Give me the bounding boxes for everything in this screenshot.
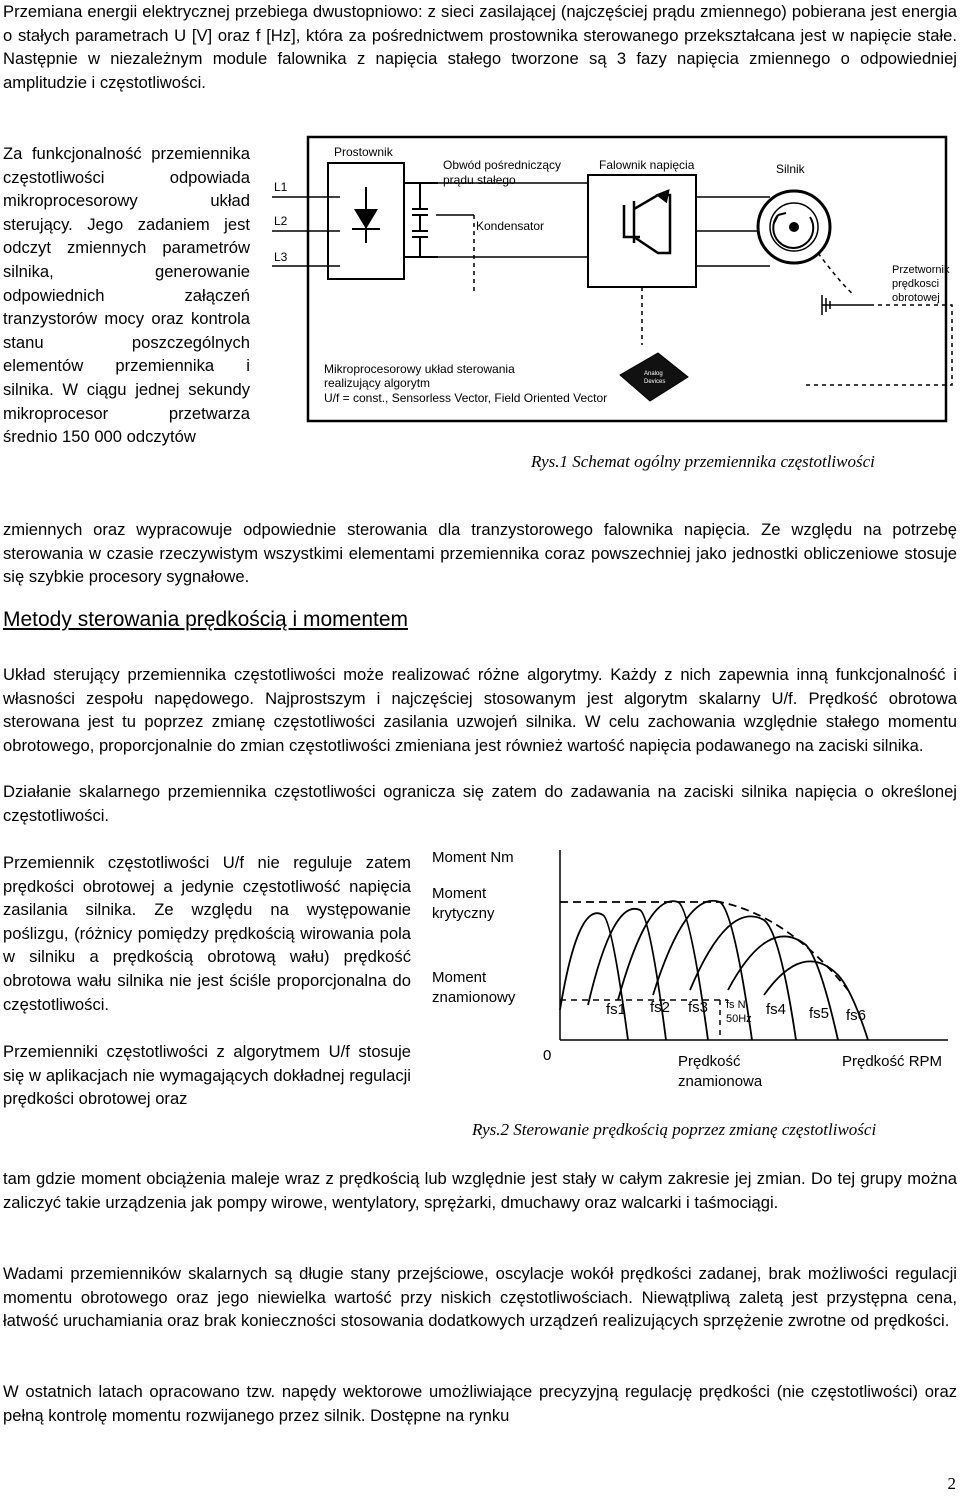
phase-l1-label: L1 [274,180,288,194]
processor-chip-icon [620,353,688,401]
fs4-label: fs4 [766,1001,787,1018]
nominal-speed-label-2: znamionowa [678,1073,763,1090]
x-axis-label: Prędkość RPM [842,1053,943,1070]
mcu-label-2: realizujący algorytm [324,376,431,390]
chip-brand-1: Analog [644,371,663,377]
scalar-drawbacks-paragraph: Wadami przemienników skalarnych są długie stany przejściowe, oscylacje wokół prędkości zadanej, brak możliwości regulacji momentu obrotowego oraz jego niewielka wartość przy niskich częstotliwościach. Niewątpliwą zaletą jest przystępna cena, łatwość uruchamiania oraz brak konieczności stosowania dodatkowych urządzeń realizujących sprzężenie zwrotne od prędkości. [3,1264,957,1331]
motor-label: Silnik [776,162,805,176]
uf-paragraph: Przemiennik częstotliwości U/f nie reguluje zatem prędkości obrotowej a jedynie częstotliwość napięcia zasilania silnika. Ze względu na występowanie poślizgu, (różnicy pomiędzy prędkością wirowania pola w silniku a prędkością obrotową wału) prędkość obrotowa wału silnika nie jest ściśle proporcjonalna do częstotliwości. [3,853,411,1014]
transistor-icon [624,191,670,253]
vector-drives-paragraph: W ostatnich latach opracowano tzw. napędy wektorowe umożliwiające precyzyjną regulację prędkości (nie częstotliwości) oraz pełną kontrolę momentu rozwijanego przez silnik. Dostępne na rynku [3,1382,957,1425]
capacitor-icon [404,183,438,257]
figure-2-caption: Rys.2 Sterowanie prędkością poprzez zmianę częstotliwości [472,1120,877,1139]
page-number: 2 [947,1474,956,1493]
scalar-paragraph: Działanie skalarnego przemiennika częstotliwości ogranicza się zatem do zadawania na zaciski silnika napięcia o określonej częstotliwości. [3,782,957,825]
y-axis-label: Moment Nm [432,849,514,866]
capacitor-label: Kondensator [476,219,545,233]
figure-1-caption: Rys.1 Schemat ogólny przemiennika częstotliwości [531,452,875,471]
fsn-label-1: fs N [726,999,746,1011]
encoder-label-2: prędkosci [892,278,940,290]
origin-label: 0 [543,1047,552,1064]
encoder-label-3: obrotowej [892,292,940,304]
critical-torque-label-1: Moment [432,885,487,902]
inverter-block [588,175,696,287]
fsn-label-2: 50Hz [726,1013,752,1025]
microprocessor-paragraph-continued: zmiennych oraz wypracowuje odpowiednie sterowania dla tranzystorowego falownika napięcia. Ze względu na potrzebę sterowania w czasie rzeczywistym wszystkimi elementami przemiennika coraz powszechniej jako jednostki obliczeniowe stosuje się szybkie procesory sygnałowe. [3,520,957,587]
algorithms-paragraph: Układ sterujący przemiennika częstotliwości może realizować różne algorytmy. Każdy z nich zapewnia inną funkcjonalność i własności zespołu napędowego. Najprostszym i najczęściej stosowanym jest algorytm skalarny U/f. Prędkość obrotowa sterowana jest tu poprzez zmianę częstotliwości zasilania uzwojeń silnika. W celu zachowania względnie stałego momentu obrotowego, proporcjonalnie do zmian częstotliwości zmieniana jest również wartość napięcia podawanego na zaciski silnika. [3,665,957,755]
fs6-label: fs6 [846,1007,867,1024]
nominal-torque-label-2: znamionowy [432,989,516,1006]
chip-brand-2: Devices [644,379,666,385]
mcu-label-3: U/f = const., Sensorless Vector, Field Oriented Vector [324,391,608,405]
fs3-label: fs3 [688,999,709,1016]
uf-applications-paragraph: Przemienniki częstotliwości z algorytmem U/f stosuje się w aplikacjach nie wymagających dokładnej regulacji prędkości obrotowej oraz [3,1042,411,1109]
intro-paragraph: Przemiana energii elektrycznej przebiega dwustopniowo: z sieci zasilającej (najczęściej prądu zmiennego) pobierana jest energia o stałych parametrach U [V] oraz f [Hz], która za pośrednictwem prostownika sterowanego przekształcana jest w napięcie stałe. Następnie w niezależnym module falownika z napięcia stałego tworzone są 3 fazy napięcia zmiennego o odpowiedniej amplitudzie i częstotliwości. [3,2,957,92]
fs2-label: fs2 [650,999,671,1016]
nominal-torque-label-1: Moment [432,969,487,986]
mcu-label-1: Mikroprocesorowy układ sterowania [324,362,515,376]
microprocessor-paragraph: Za funkcjonalność przemiennika częstotliwości odpowiada mikroprocesorowy układ sterujący. Jego zadaniem jest odczyt zmiennych parametrów silnika, generowanie odpowiednich załączeń tranzystorów mocy oraz kontrola stanu poszczególnych elementów przemiennika i silnika. W ciągu jednej sekundy mikroprocesor przetwarza średnio 150 000 odczytów [3,144,250,447]
torque-speed-diagram [428,840,960,1100]
dc-link-label-1: Obwód pośredniczący [443,158,562,172]
critical-torque-label-2: krytyczny [432,905,495,922]
fs5-label: fs5 [809,1005,830,1022]
fs1-label: fs1 [606,1001,627,1018]
motor-icon [758,191,830,263]
phase-l2-label: L2 [274,214,288,228]
encoder-label-1: Przetwornik [892,264,950,276]
converter-schematic [262,135,960,435]
nominal-speed-label-1: Prędkość [678,1053,741,1070]
rectifier-label: Prostownik [334,145,393,159]
diode-icon [352,187,380,243]
inverter-label: Falownik napięcia [599,158,695,172]
section-heading: Metody sterowania prędkością i momentem [3,608,409,631]
phase-l3-label: L3 [274,250,288,264]
applications-paragraph-continued: tam gdzie moment obciążenia maleje wraz z prędkością lub względnie jest stały w całym zakresie jej zmian. Do tej grupy można zaliczyć takie urządzenia jak pompy wirowe, wentylatory, sprężarki, dmuchawy oraz walcarki i taśmociągi. [3,1169,957,1212]
dc-link-label-2: prądu stałego [443,173,516,187]
ground-icon [822,295,870,315]
